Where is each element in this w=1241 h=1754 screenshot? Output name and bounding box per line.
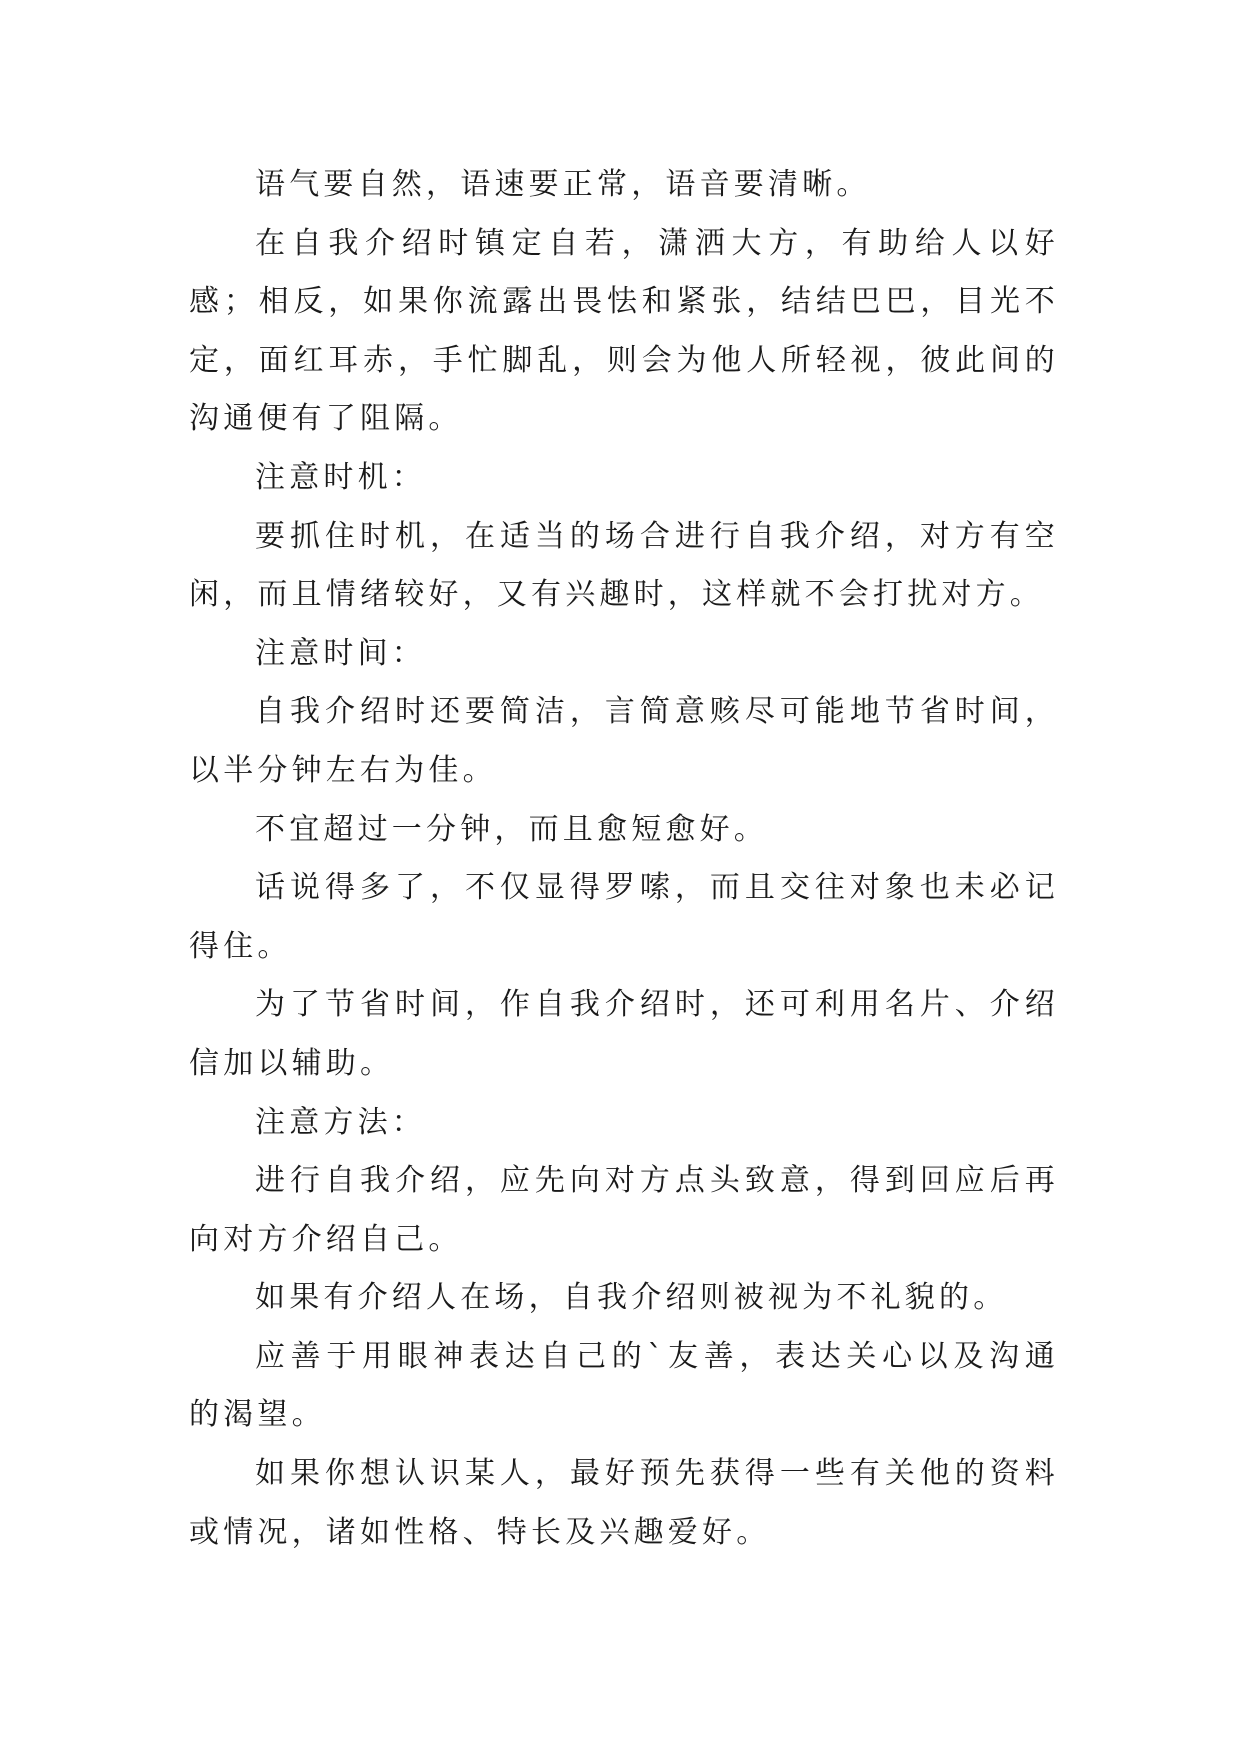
document-body: [189, 156, 1059, 1562]
paragraph-timing: 要抓住时机，在适当的场合进行自我介绍，对方有空闲，而且情绪较好，又有兴趣时，这样就不会打扰对方。: [189, 518, 1059, 613]
paragraph-business-cards: 为了节省时间，作自我介绍时，还可利用名片、介绍信加以辅助。: [189, 987, 1059, 1081]
paragraph-duration: 自我介绍时还要简洁，言简意赅尽可能地节省时间，以半分钟左右为佳。: [189, 694, 1059, 788]
paragraph-tone: 语气要自然，语速要正常，语音要清晰。: [255, 167, 871, 202]
paragraph-method: 进行自我介绍，应先向对方点头致意，得到回应后再向对方介绍自己。: [189, 1163, 1059, 1257]
heading-method: 注意方法：: [255, 1104, 426, 1140]
heading-timing: 注意时机：: [255, 459, 426, 495]
paragraph-under-one-minute: 不宜超过一分钟，而且愈短愈好。: [255, 811, 768, 847]
paragraph-introducer-present: 如果有介绍人在场，自我介绍则被视为不礼貌的。: [255, 1280, 1008, 1316]
heading-duration: 注意时间：: [255, 635, 426, 671]
paragraph-background-info: 如果你想认识某人，最好预先获得一些有关他的资料或情况，诸如性格、特长及兴趣爱好。: [189, 1456, 1059, 1550]
paragraph-eye-contact: 应善于用眼神表达自己的`友善，表达关心以及沟通的渴望。: [189, 1338, 1059, 1433]
paragraph-composure: 在自我介绍时镇定自若，潇洒大方，有助给人以好感；相反，如果你流露出畏怯和紧张，结结巴巴，目光不定，面红耳赤，手忙脚乱，则会为他人所轻视，彼此间的沟通便有了阻隔。: [189, 225, 1059, 437]
paragraph-verbosity: 话说得多了，不仅显得罗嗦，而且交往对象也未必记得住。: [189, 870, 1059, 964]
